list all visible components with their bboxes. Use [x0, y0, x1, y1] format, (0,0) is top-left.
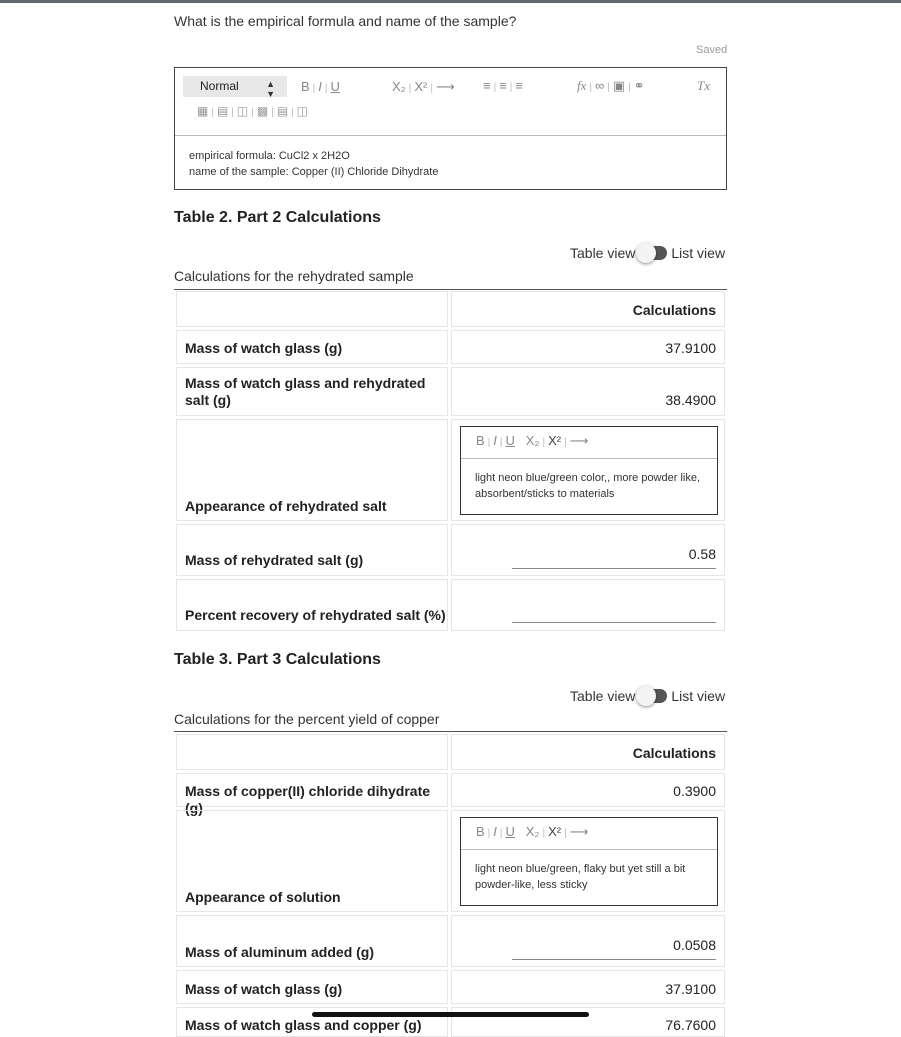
row-value: 38.4900 [665, 392, 716, 408]
row-label: Percent recovery of rehydrated salt (%) [185, 607, 446, 623]
select-caret-icon: ▲ ▼ [266, 79, 275, 99]
table3-title: Table 3. Part 3 Calculations [174, 651, 381, 668]
editor-line: name of the sample: Copper (II) Chloride Dihydrate [189, 166, 439, 178]
appearance-editor[interactable] [460, 426, 718, 515]
table-row [176, 367, 448, 416]
value-cell[interactable] [451, 367, 725, 416]
table-row [176, 915, 448, 967]
table-view-label: Table view [570, 245, 636, 261]
saved-status: Saved [696, 44, 728, 56]
column-header: Calculations [632, 745, 716, 761]
table-row [176, 970, 448, 1004]
paragraph-style-select[interactable] [183, 76, 287, 97]
value-cell[interactable] [451, 579, 725, 631]
table3-caption: Calculations for the percent yield of copper [174, 711, 440, 727]
table-tools: ▦ | ▤ | ◫ | ▩ | ▤ | ◫ [197, 104, 309, 118]
arrow-button[interactable]: ⟶ [435, 79, 455, 94]
merge-cells-icon[interactable]: ▤ [276, 104, 289, 118]
bold-button[interactable]: B [476, 433, 485, 448]
style-select-value: Normal [200, 79, 239, 93]
list-group: ≡ | ≡ | ≡ [483, 78, 523, 93]
row-value: 37.9100 [665, 340, 716, 356]
table-row [176, 773, 448, 816]
input-underline [512, 959, 716, 960]
editor-toolbar [175, 68, 726, 136]
switch-knob [636, 686, 656, 706]
row-label: Mass of aluminum added (g) [185, 944, 375, 960]
table2-header-cell [451, 291, 725, 327]
table-row [176, 419, 448, 521]
list-view-label: List view [671, 688, 726, 704]
italic-button[interactable]: I [493, 433, 497, 448]
split-cells-icon[interactable]: ◫ [296, 104, 309, 118]
column-header: Calculations [632, 302, 716, 318]
table2-rule [174, 289, 727, 290]
switch-knob [636, 243, 656, 263]
editor-line: empirical formula: CuCl2 x 2H2O [189, 150, 350, 162]
insert-group: fx | ∞ | ▣ | ⚭ [577, 78, 645, 93]
bold-button[interactable]: B [476, 824, 485, 839]
table3-header-cell [451, 734, 725, 770]
home-indicator[interactable] [312, 1012, 589, 1017]
value-cell[interactable] [451, 330, 725, 364]
align-icon[interactable]: ≡ [515, 78, 523, 93]
row-value[interactable]: 0.0508 [673, 937, 716, 953]
subscript-button[interactable]: X₂ [525, 824, 540, 839]
bullet-list-icon[interactable]: ≡ [499, 78, 507, 93]
top-divider [0, 0, 901, 3]
link-icon[interactable]: ∞ [595, 78, 605, 93]
attachment-icon[interactable]: ⚭ [633, 78, 645, 93]
value-cell[interactable] [451, 970, 725, 1004]
table2-title: Table 2. Part 2 Calculations [174, 209, 381, 226]
row-label: Mass of watch glass (g) [185, 981, 343, 997]
input-underline [512, 568, 716, 569]
appearance-editor[interactable] [460, 817, 718, 906]
value-cell [451, 810, 725, 912]
row-label: Mass of rehydrated salt (g) [185, 552, 364, 568]
table-view-label: Table view [570, 688, 636, 704]
italic-button[interactable]: I [318, 79, 322, 94]
row-label: Mass of watch glass and rehydrated salt (g) [185, 375, 426, 408]
table2-caption: Calculations for the rehydrated sample [174, 268, 414, 284]
column-insert-icon[interactable]: ◫ [236, 104, 249, 118]
format-group: B | I | U [301, 79, 340, 94]
value-cell[interactable] [451, 915, 725, 967]
row-value: 76.7600 [665, 1017, 716, 1033]
mini-toolbar: B | I | U X₂ | X² | ⟶ [461, 427, 717, 459]
mini-toolbar: B | I | U X₂ | X² | ⟶ [461, 818, 717, 850]
delete-table-icon[interactable]: ▩ [256, 104, 269, 118]
row-label: Mass of watch glass and copper (g) [185, 1017, 422, 1033]
table3-rule [174, 731, 727, 732]
superscript-button[interactable]: X² [414, 79, 428, 94]
formula-button[interactable]: fx [577, 78, 587, 93]
superscript-button[interactable]: X² [548, 433, 562, 448]
table-row [176, 330, 448, 364]
underline-button[interactable]: U [330, 79, 340, 94]
underline-button[interactable]: U [505, 824, 515, 839]
italic-button[interactable]: I [493, 824, 497, 839]
table-row [176, 524, 448, 576]
row-label: Mass of watch glass (g) [185, 340, 343, 356]
table3-corner-cell [176, 734, 448, 770]
clear-format-button[interactable]: Tx [697, 78, 710, 93]
table-row [176, 810, 448, 912]
question-text: What is the empirical formula and name of the sample? [174, 13, 517, 29]
bold-button[interactable]: B [301, 79, 310, 94]
mini-editor-content[interactable]: light neon blue/green, flaky but yet still a bit powder-like, less sticky [475, 863, 686, 891]
row-value: 0.3900 [673, 783, 716, 799]
row-label: Mass of copper(II) chloride dihydrate (g) [185, 783, 431, 816]
script-group: X₂ | X² | ⟶ [392, 79, 455, 94]
row-value: 37.9100 [665, 981, 716, 997]
arrow-button[interactable]: ⟶ [569, 824, 589, 839]
row-insert-icon[interactable]: ▤ [216, 104, 229, 118]
subscript-button[interactable]: X₂ [525, 433, 540, 448]
row-label: Appearance of rehydrated salt [185, 498, 387, 514]
list-view-label: List view [671, 245, 726, 261]
editor-content[interactable] [175, 136, 726, 192]
table-icon[interactable]: ▦ [197, 104, 209, 118]
superscript-button[interactable]: X² [548, 824, 562, 839]
table3-view-toggle[interactable] [570, 688, 725, 704]
table-row [176, 579, 448, 631]
value-cell [451, 419, 725, 521]
value-cell[interactable] [451, 524, 725, 576]
value-cell[interactable] [451, 773, 725, 807]
row-label: Appearance of solution [185, 889, 341, 905]
subscript-button[interactable]: X₂ [392, 79, 406, 94]
ordered-list-icon[interactable]: ≡ [483, 78, 491, 93]
table2-corner-cell [176, 291, 448, 327]
table2-view-toggle[interactable] [570, 245, 725, 261]
arrow-button[interactable]: ⟶ [569, 433, 589, 448]
image-icon[interactable]: ▣ [612, 78, 626, 93]
answer-editor[interactable] [174, 67, 727, 190]
view-switch[interactable] [639, 246, 667, 260]
view-switch[interactable] [639, 689, 667, 703]
input-underline [512, 622, 716, 623]
mini-editor-content[interactable]: light neon blue/green color,, more powder like, absorbent/sticks to materials [475, 472, 701, 500]
underline-button[interactable]: U [505, 433, 515, 448]
row-value[interactable]: 0.58 [688, 546, 716, 562]
